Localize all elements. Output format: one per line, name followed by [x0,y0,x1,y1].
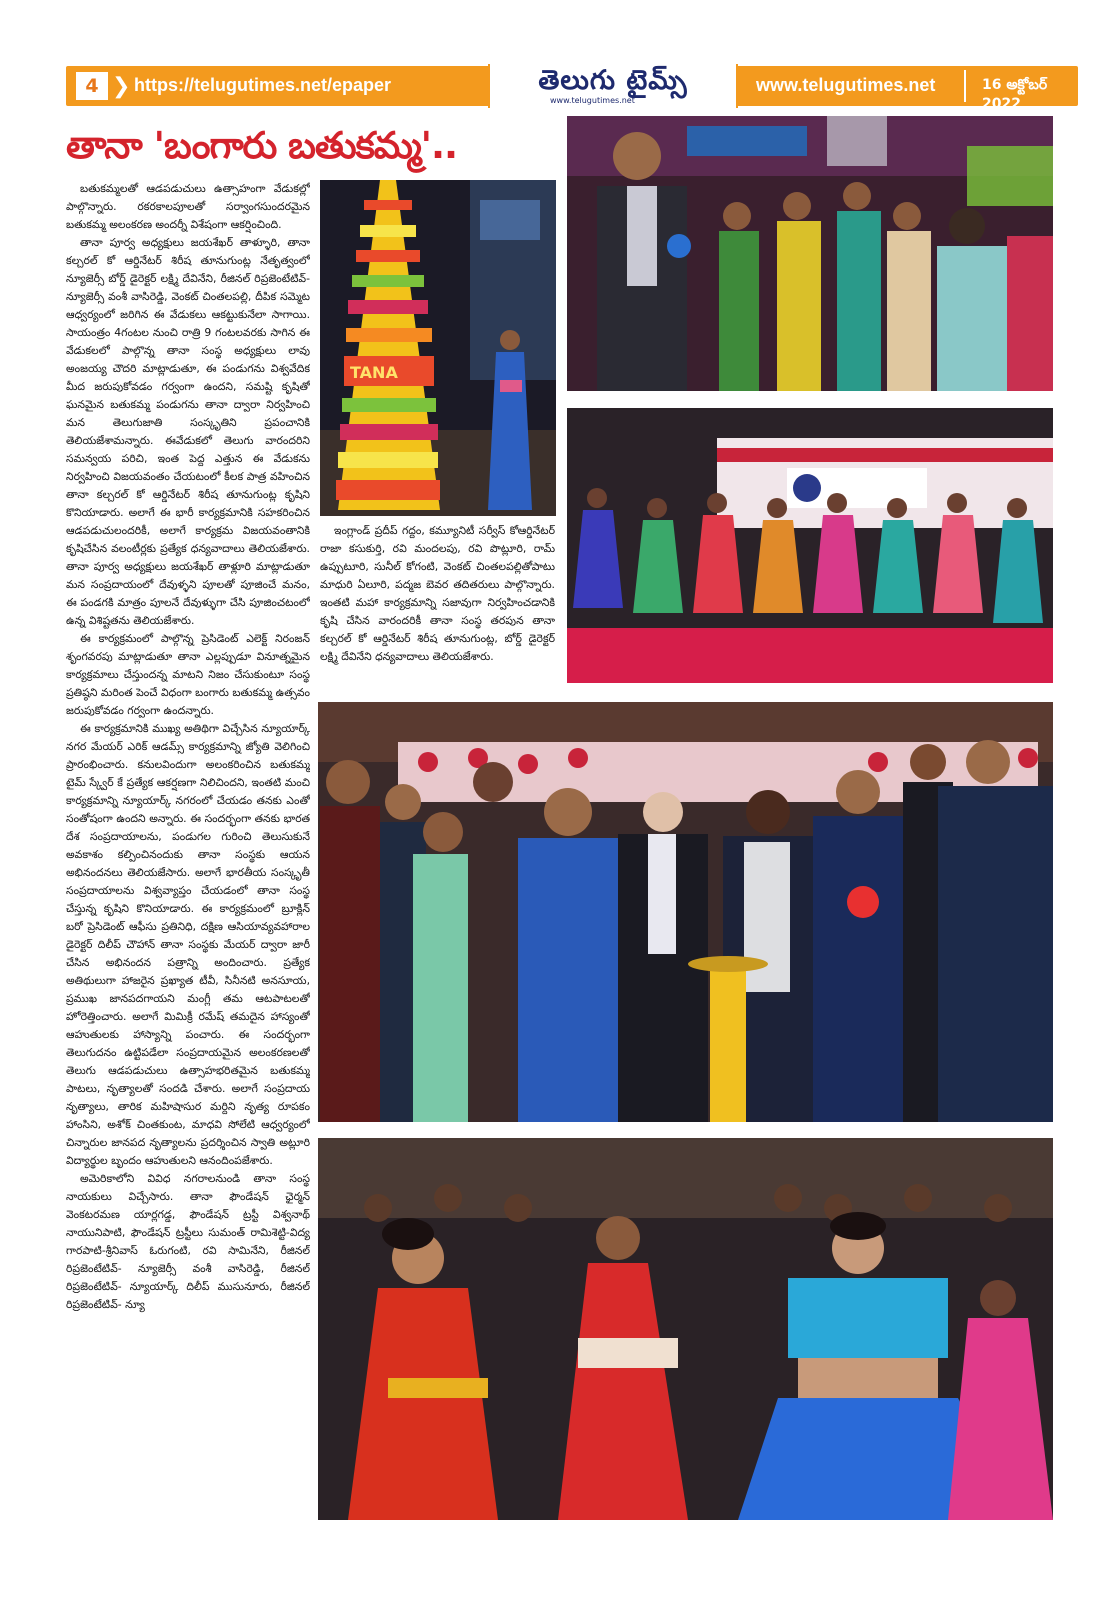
chevron-right-icon: ❯ [112,74,131,99]
logo-text: తెలుగు టైమ్స్ [538,65,688,96]
photo-dancing-crowd [567,116,1053,391]
article-paragraph: ఇంగ్లాండ్ ప్రదీప్ గద్దం, కమ్యూనిటీ సర్వీస్ కోఆర్డినేటర్ రాజా కసుకుర్తి, రవి మందలపు, రవి పొట్లూరి, రామ్ ఉప్పుటూరి, సునీల్ కోగంటి, వెంకట్ చింతలపల్లితోపాటు మాధురి ఏలూరి, పద్మజ బెవర తదితరులు పాల్గొన్నారు. ఇంతటి మహా కార్యక్రమాన్ని సజావుగా నిర్వహించడానికి కృషి చేసిన వారందరికీ తానా సంస్థ తరపున తానా కల్చరల్ కో ఆర్డినేటర్ శిరీష తూనుగుంట్ల, బోర్డ్ డైరెక్టర్ లక్ష్మి దేవినేని ధన్యవాదాలు తెలియజేశారు. [320,524,555,663]
issue-date: 16 అక్టోబర్ 2022 [982,77,1048,112]
photo-bathukamma-tower [320,180,556,516]
article-paragraph: బతుకమ్మలతో ఆడపడుచులు ఉత్సాహంగా వేడుకల్లో పాల్గొన్నారు. రకరకాలపూలతో సర్వాంగసుందరమైన బతుకమ్మ అలంకరణ అందర్నీ విశేషంగా ఆకర్షించింది. [66,182,310,231]
page-number: 4 [76,72,108,100]
logo-subtext: www.telugutimes.net [550,96,635,105]
article-paragraph: తానా పూర్వ అధ్యక్షులు జయశేఖర్ తాళ్ళూరి, తానా కల్చరల్ కో ఆర్డినేటర్ శిరీష తూనుగుంట్ల నేతృత్వంలో న్యూజెర్సీ బోర్డ్ డైరెక్టర్ లక్ష్మి దేవినేని, రీజినల్ రిప్రజెంటేటివ్‌- న్యూజెర్సీ వంశీ వాసిరెడ్డి, వెంకట్ చింతలపల్లి, దీపిక సమ్మెట ఆధ్వర్యంలో జరిగిన ఈ వేడుకలు ఆకట్టుకునేలా సాగాయి. సాయంత్రం 4గంటల నుంచి రాత్రి 9 గంటలవరకు సాగిన ఈ వేడుకలలో పాల్గొన్న తానా సంస్థ అధ్యక్షులు లావు అంజయ్య చౌదరి మాట్లాడుతూ, ఈ పండుగను విశ్వవేదిక మీద జరుపుకోవడం గర్వంగా ఉందని, సమష్టి కృషితో ఘనమైన బతుకమ్మ పండుగను తానా ద్వారా నిర్వహించి మన తెలుగుజాతి సంస్కృతిని ప్రపంచానికి తెలియజేశామన్నారు. ఈవేడుకలో తెలుగు వారందరిని సమన్వయ పరిచి, ఇంత పెద్ద ఎత్తున ఈ వేడుకను నిర్వహించి విజయవంతం చేయటంలో కీలక పాత్ర వహించిన తానా కల్చరల్ కో ఆర్డినేటర్ శిరీష తూనుగుంట్ల కృషిని కొనియాడారు. అలాగే ఈ భారీ కార్యక్రమానికి సహకరించిన ఆడపడుచులందరికీ, అలాగే కార్యక్రమ విజయవంతానికి కృషిచేసిన వలంటీర్లకు ప్రత్యేక ధన్యవాదాలు తెలియజేశారు. తానా పూర్వ అధ్యక్షులు జయశేఖర్ తాళ్లూరి మాట్లాడుతూ మన సంప్రదాయంలో దేవుళ్ళని పూలతో పూజించే మనం, ఈ పండగకి మాత్రం పూలనే దేవుళ్ళుగా చేసి పూజించటంలో ఉన్న విశిష్టతను తెలియజేశారు. [66,236,310,627]
page-header [66,65,1078,112]
svg-text:TANA: TANA [350,363,398,382]
article-paragraph: అమెరికాలోని వివిధ నగరాలనుండి తానా సంస్థ నాయకులు విచ్చేసారు. తానా ఫౌండేషన్ ఛైర్మన్ వెంకటరమణ యార్లగడ్డ, ఫౌండేషన్ ట్రస్టీ విశ్వనాథ్ నాయునిపాటి, ఫౌండేషన్ ట్రస్టీలు సుమంత్ రామిశెట్టి-విద్య గారపాటి-శ్రీనివాస్ ఓరుగంటి, రవి సామినేని, రీజినల్ రిప్రజెంటేటివ్- న్యూజెర్సీ వంశీ వాసిరెడ్డి, రీజినల్ రిప్రజెంటేటివ్- న్యూయార్క్ దిలీప్ ముసునూరు, రీజినల్ రిప్రజెంటేటివ్- న్యూ [66,1172,310,1311]
photo-celebrities-dancing [318,1138,1053,1520]
epaper-url[interactable]: https://telugutimes.net/epaper [134,75,392,95]
article-middle-column [320,522,555,692]
site-url[interactable]: www.telugutimes.net [756,75,936,95]
article-paragraph: ఈ కార్యక్రమంలో పాల్గొన్న ప్రెసిడెంట్ ఎలెక్ట్ నిరంజన్ శృంగవరపు మాట్లాడుతూ తానా ఎల్లప్పుడూ వినూత్నమైన కార్యక్రమాలు చేస్తుందన్న మాటని నిజం చేసుకుంటూ సంస్థ ప్రతిష్ఠని మరింత పెంచే విధంగా బంగారు బతుకమ్మ ఉత్సవం జరుపుకోవడం గర్వంగా ఉందన్నారు. [66,632,310,717]
article-left-column [66,180,310,1565]
photo-lamp-lighting-group [318,702,1053,1122]
article-headline: తానా 'బంగారు బతుకమ్మ'.. [66,124,458,167]
header-divider [964,70,966,102]
article-paragraph: ఈ కార్యక్రమానికి ముఖ్య అతిథిగా విచ్చేసిన న్యూయార్క్ నగర మేయర్ ఎరిక్ ఆడమ్స్ కార్యక్రమాన్ని జ్యోతి వెలిగించి ప్రారంభించారు. కనులవిందుగా అలంకరించిన బతుకమ్మ టైమ్ స్క్వేర్ కే ప్రత్యేక ఆకర్షణగా నిలిచిందని, ఇంతటి మంచి కార్యక్రమాన్ని న్యూయార్క్ నగరంలో చేయడం తనకు ఎంతో సంతోషంగా ఉందని అన్నారు. ఈ సందర్భంగా తనకు భారత దేశ సంప్రదాయాలను, పండుగల గురించి తెలుసుకునే అవకాశం కల్పించినందుకు తానా సంస్థకు ఆయన అభినందనలు తెలియజేసారు. అలాగే భారతీయ సంస్కృతీ సంప్రదాయాలను విశ్వవ్యాప్తం చేయడంలో తానా సంస్థ చేస్తున్న కృషిని కొనియాడారు. ఈ కార్యక్రమంలో బ్రూక్లిన్ బరో ప్రెసిడెంట్ ఆఫీసు ప్రతినిధి, దక్షిణ ఆసియావ్యవహారాల డైరెక్టర్ దిలీప్ చౌహాన్ తానా సంస్థకు మేయర్ ద్వారా జారీ చేసిన అభినందన పత్రాన్ని అందించారు. ప్రత్యేక అతిథులుగా హాజరైన ప్రఖ్యాత టీవీ, సినీనటి అనసూయ, ప్రముఖ జానపదగాయని మంగ్లీ తమ ఆటపాటలతో హోరెత్తించారు. అలాగే మిమిక్రీ రమేష్ తమదైన హాస్యంతో ఆహుతులకు హాస్యాన్ని పంచారు. ఈ సందర్భంగా తెలుగుదనం ఉట్టిపడేలా సంప్రదాయమైన అలంకరణలతో తెలుగు ఆడపడుచులు ఉత్సాహభరితమైన బతుకమ్మ పాటలు, నృత్యాలతో సందడి చేశారు. అలాగే సంప్రదాయ నృత్యాలు, తారిక మహిషాసుర మర్దిని నృత్య రూపకం హాంసిని, అశోక్ చింతకుంట, మాధవి సోలేటి ఆధ్వర్యంలో చిన్నారుల జానపద నృత్యాలను ప్రదర్శించిన స్వాతి అట్లూరి విద్యార్థుల బృందం ఆహుతులని ఆనందింపజేశారు. [66,722,310,1167]
photo-stage-dancers [567,408,1053,683]
masthead-logo [488,64,738,108]
